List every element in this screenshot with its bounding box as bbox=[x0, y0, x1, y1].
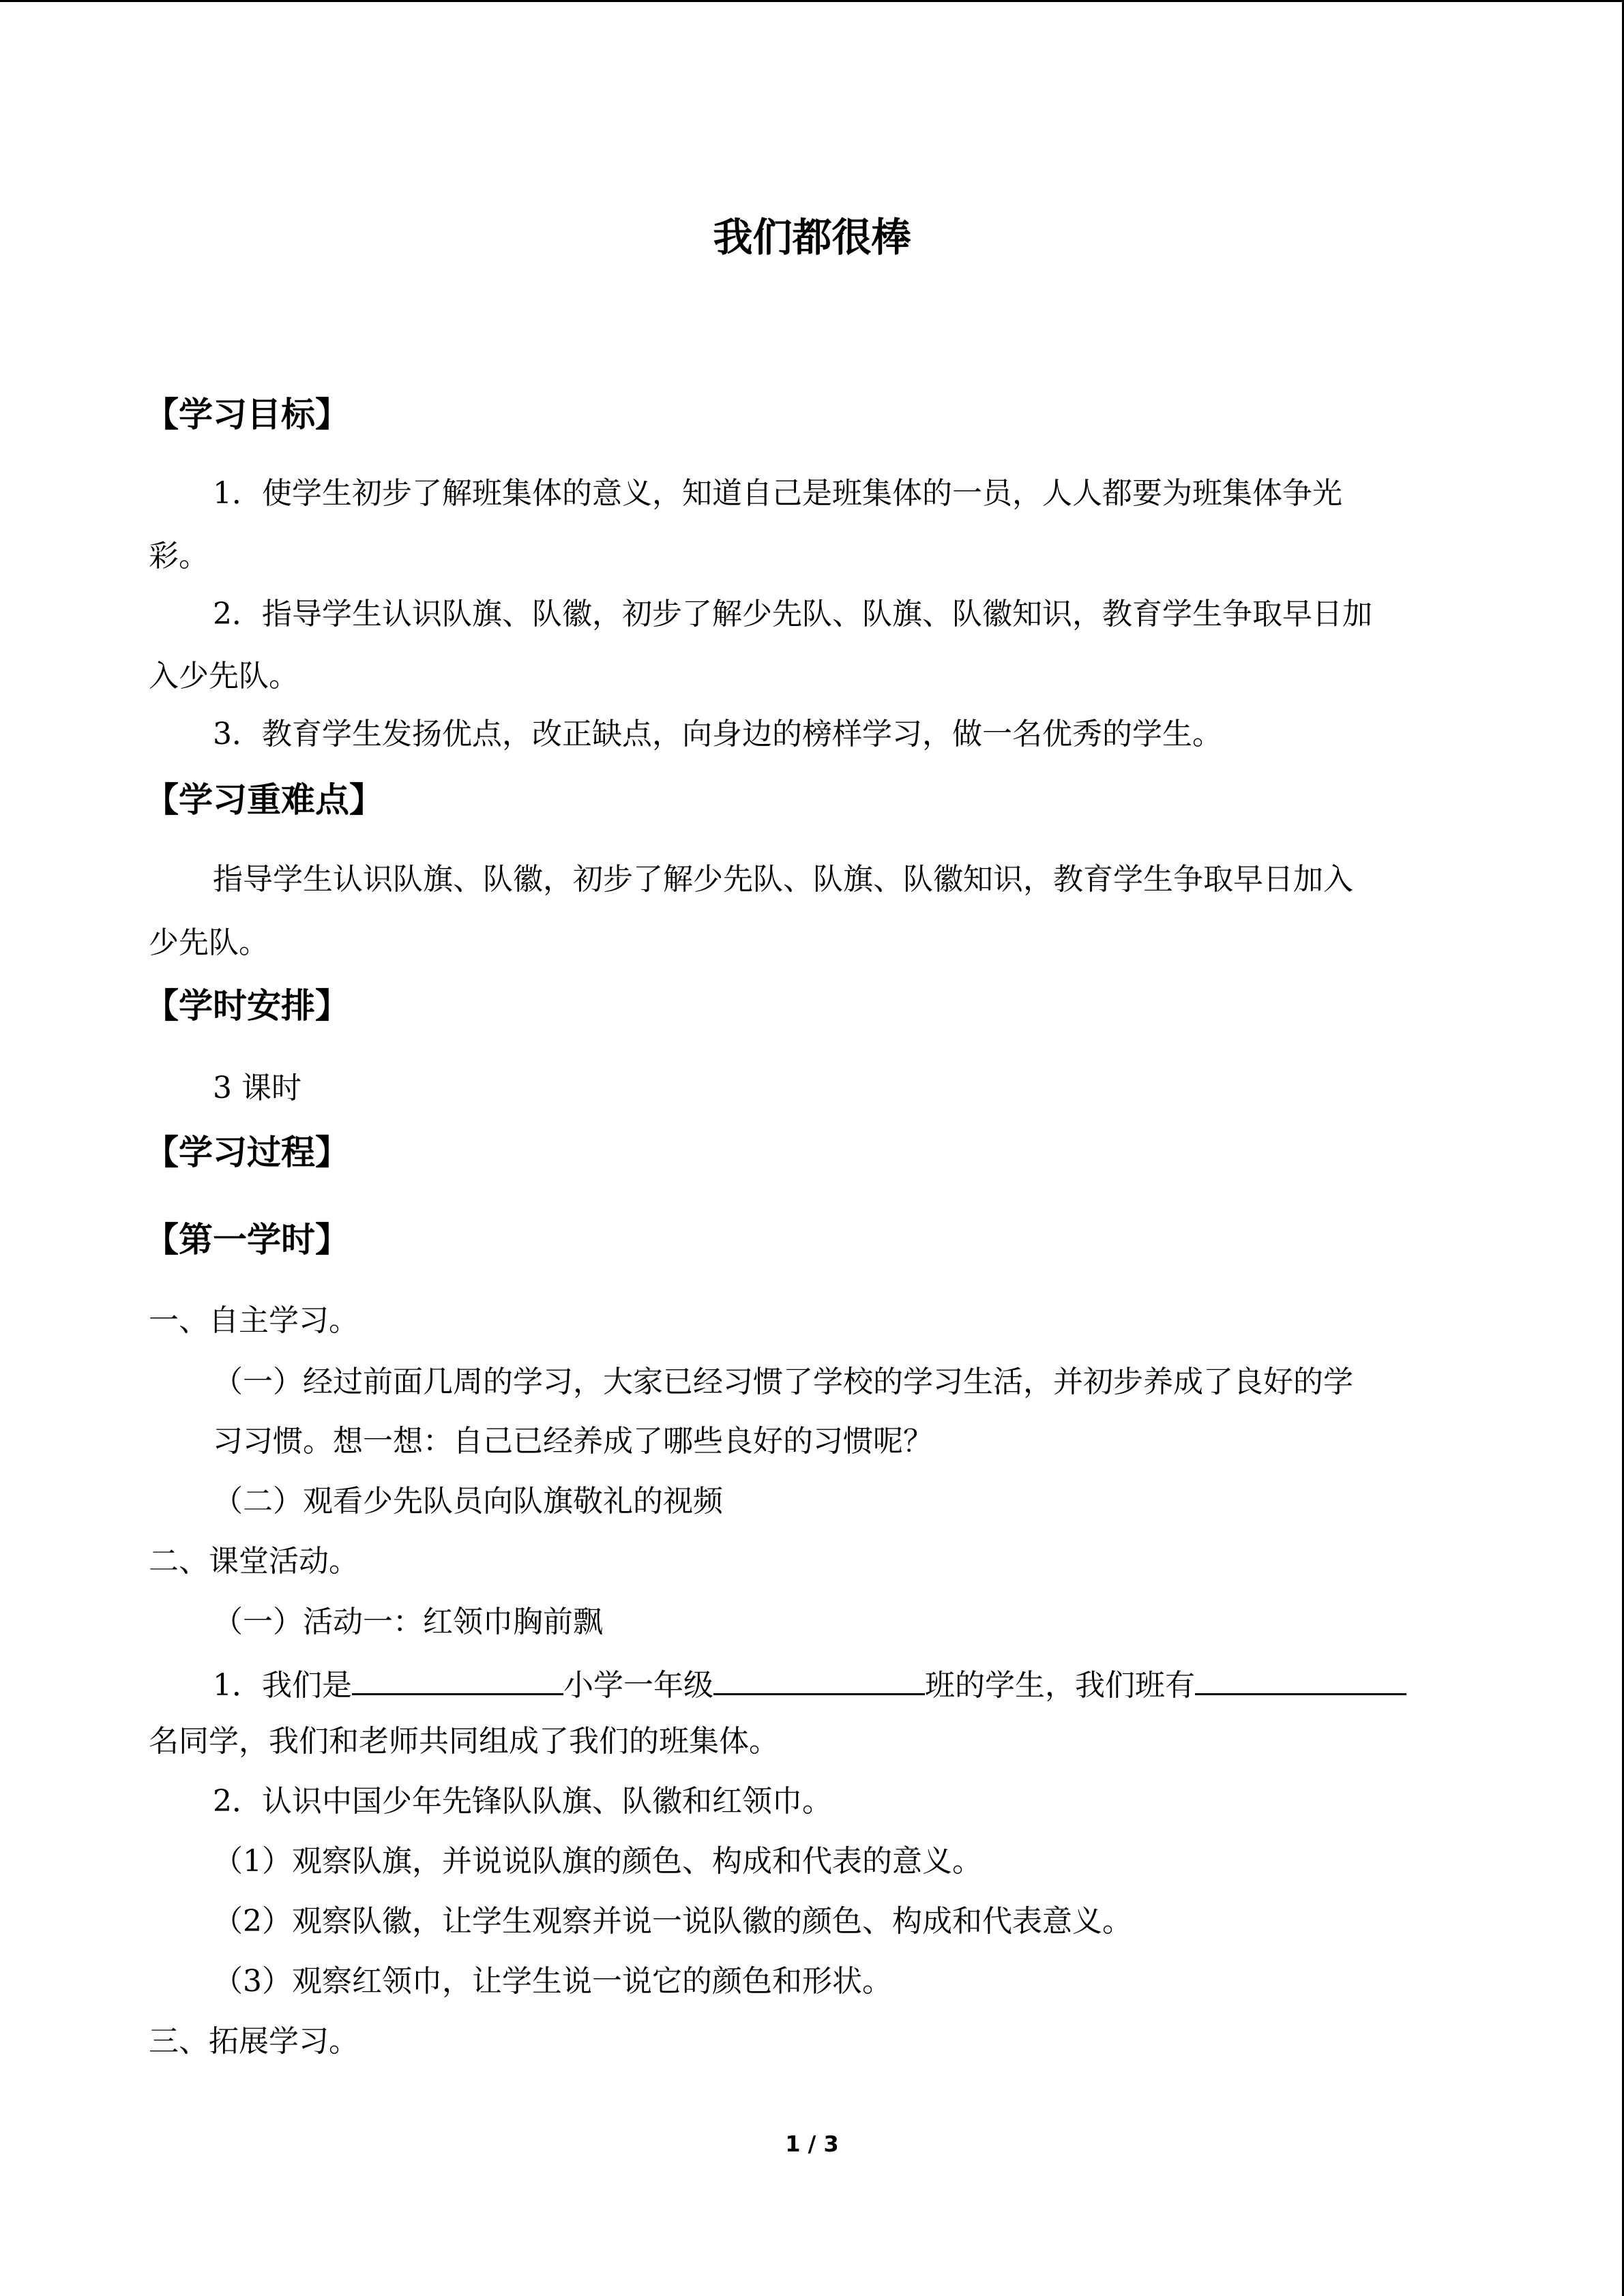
part2-title: 二、课堂活动。 bbox=[149, 1544, 359, 1579]
item2-2: （2）观察队徽，让学生观察并说一说队徽的颜色、构成和代表意义。 bbox=[213, 1904, 1132, 1939]
class-number-blank[interactable] bbox=[713, 1662, 925, 1695]
heading-key-points: 【学习重难点】 bbox=[145, 780, 383, 820]
part1-title: 一、自主学习。 bbox=[149, 1303, 359, 1338]
fill-text-2: 小学一年级 bbox=[563, 1668, 713, 1703]
fill-text-1: 1．我们是 bbox=[213, 1668, 352, 1703]
key-points-line2: 少先队。 bbox=[149, 925, 269, 960]
heading-lesson1: 【第一学时】 bbox=[145, 1220, 349, 1259]
objective-1-line1: 1．使学生初步了解班集体的意义，知道自己是班集体的一员，人人都要为班集体争光 bbox=[213, 476, 1342, 511]
heading-objectives: 【学习目标】 bbox=[145, 395, 349, 434]
page-number: 1 / 3 bbox=[785, 2131, 839, 2157]
fill-in-line1 bbox=[213, 1662, 1406, 1706]
objective-1-line2: 彩。 bbox=[149, 539, 209, 573]
part3-title: 三、拓展学习。 bbox=[149, 2024, 359, 2059]
objective-3: 3．教育学生发扬优点，改正缺点，向身边的榜样学习，做一名优秀的学生。 bbox=[213, 717, 1222, 751]
page-title: 我们都很棒 bbox=[713, 214, 911, 260]
part1-a-line1: （一）经过前面几周的学习，大家已经习惯了学校的学习生活，并初步养成了良好的学 bbox=[213, 1365, 1353, 1399]
page-top-border bbox=[0, 0, 1624, 2]
objective-2-line1: 2．指导学生认识队旗、队徽，初步了解少先队、队旗、队徽知识，教育学生争取早日加 bbox=[213, 597, 1372, 631]
heading-schedule: 【学时安排】 bbox=[145, 986, 349, 1026]
item2-3: （3）观察红领巾，让学生说一说它的颜色和形状。 bbox=[213, 1964, 892, 1999]
item2: 2．认识中国少年先锋队队旗、队徽和红领巾。 bbox=[213, 1784, 832, 1819]
part1-a-line2: 习习惯。想一想：自己已经养成了哪些良好的习惯呢？ bbox=[213, 1424, 933, 1459]
student-count-blank[interactable] bbox=[1195, 1662, 1406, 1695]
heading-process: 【学习过程】 bbox=[145, 1133, 349, 1172]
item2-1: （1）观察队旗，并说说队旗的颜色、构成和代表的意义。 bbox=[213, 1844, 982, 1879]
key-points-line1: 指导学生认识队旗、队徽，初步了解少先队、队旗、队徽知识，教育学生争取早日加入 bbox=[213, 862, 1353, 897]
school-name-blank[interactable] bbox=[352, 1662, 563, 1695]
fill-in-line2: 名同学，我们和老师共同组成了我们的班集体。 bbox=[149, 1724, 779, 1759]
fill-text-3: 班的学生，我们班有 bbox=[925, 1668, 1195, 1703]
activity1-title: （一）活动一：红领巾胸前飘 bbox=[213, 1605, 603, 1639]
objective-2-line2: 入少先队。 bbox=[149, 659, 299, 694]
part1-b: （二）观看少先队员向队旗敬礼的视频 bbox=[213, 1484, 723, 1519]
schedule-text: 3 课时 bbox=[213, 1071, 301, 1105]
